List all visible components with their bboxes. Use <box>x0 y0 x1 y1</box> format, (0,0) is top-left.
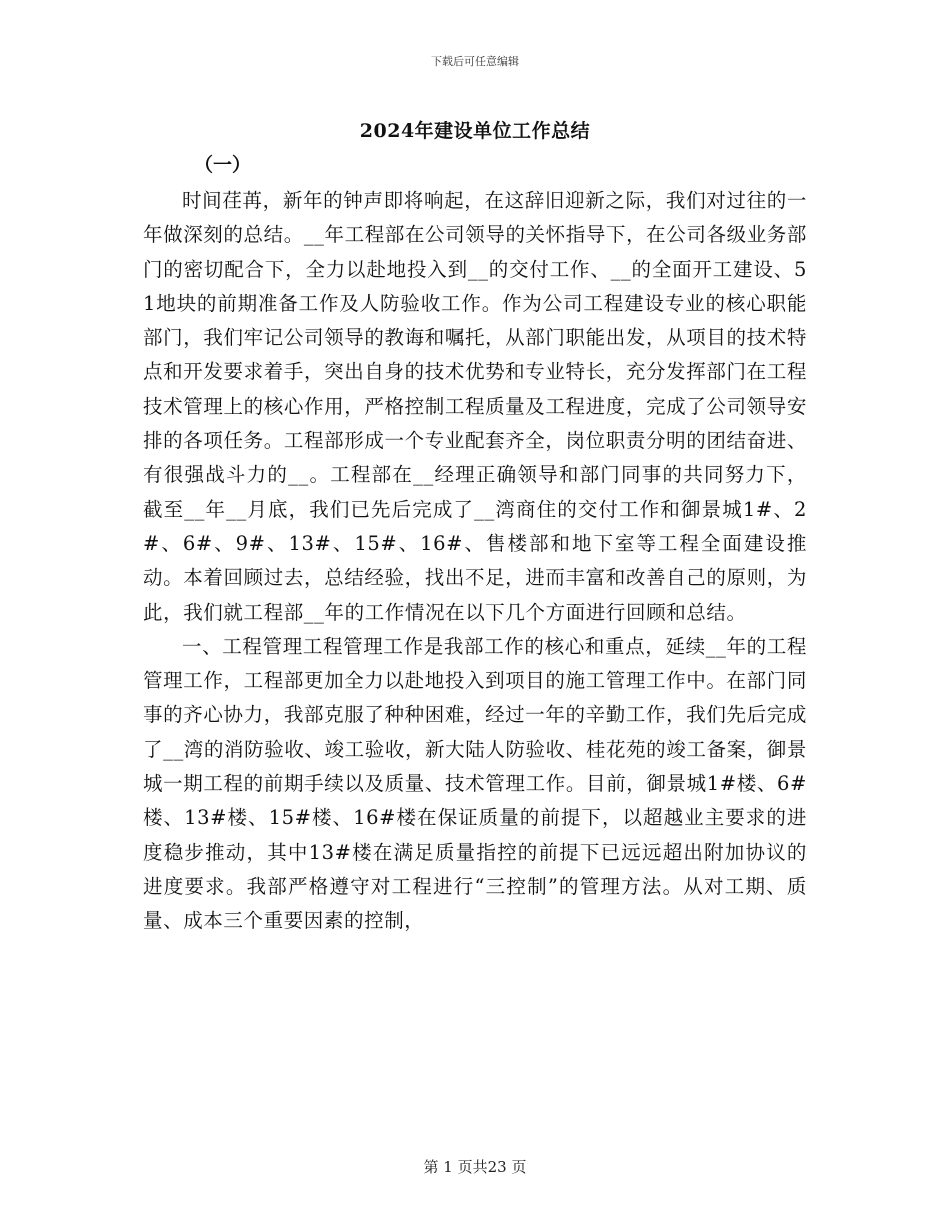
footer-prefix: 第 <box>423 1158 439 1176</box>
footer-total-pages: 23 <box>487 1158 507 1176</box>
page-footer <box>0 1156 950 1177</box>
document-body <box>143 184 807 939</box>
document-title: 2024年建设单位工作总结 <box>359 120 591 142</box>
footer-middle: 页共 <box>457 1158 488 1176</box>
paragraph-intro: 时间荏苒，新年的钟声即将响起，在这辞旧迎新之际，我们对过往的一年做深刻的总结。__年工程部在公司领导的关怀指导下，在公司各级业务部门的密切配合下，全力以赴地投入到__的交付工作、__的全面开工建设、51地块的前期准备工作及人防验收工作。作为公司工程建设专业的核心职能部门，我们牢记公司领导的教诲和嘱托，从部门职能出发，从项目的技术特点和开发要求着手，突出自身的技术优势和专业特长，充分发挥部门在工程技术管理上的核心作用，严格控制工程质量及工程进度，完成了公司领导安排的各项任务。工程部形成一个专业配套齐全，岗位职责分明的团结奋进、有很强战斗力的__。工程部在__经理正确领导和部门同事的共同努力下，截至__年__月底，我们已先后完成了__湾商住的交付工作和御景城1#、2#、6#、9#、13#、15#、16#、售楼部和地下室等工程全面建设推动。本着回顾过去，总结经验，找出不足，进而丰富和改善自己的原则，为此，我们就工程部__年的工作情况在以下几个方面进行回顾和总结。 <box>143 189 807 624</box>
section-label: （一） <box>194 154 252 176</box>
footer-suffix: 页 <box>511 1158 527 1176</box>
header-note: 下载后可任意编辑 <box>431 55 519 68</box>
paragraph-engineering-management: 一、工程管理工程管理工作是我部工作的核心和重点，延续__年的工程管理工作，工程部更加全力以赴地投入到项目的施工管理工作中。在部门同事的齐心协力，我部克服了种种困难，经过一年的辛勤工作，我们先后完成了__湾的消防验收、竣工验收，新大陆人防验收、桂花苑的竣工备案，御景城一期工程的前期手续以及质量、技术管理工作。目前，御景城1#楼、6#楼、13#楼、15#楼、16#楼在保证质量的前提下，以超越业主要求的进度稳步推动，其中13#楼在满足质量指控的前提下已远远超出附加协议的进度要求。我部严格遵守对工程进行“三控制”的管理方法。从对工期、质量、成本三个重要因素的控制， <box>143 634 807 933</box>
footer-current-page: 1 <box>443 1158 453 1176</box>
